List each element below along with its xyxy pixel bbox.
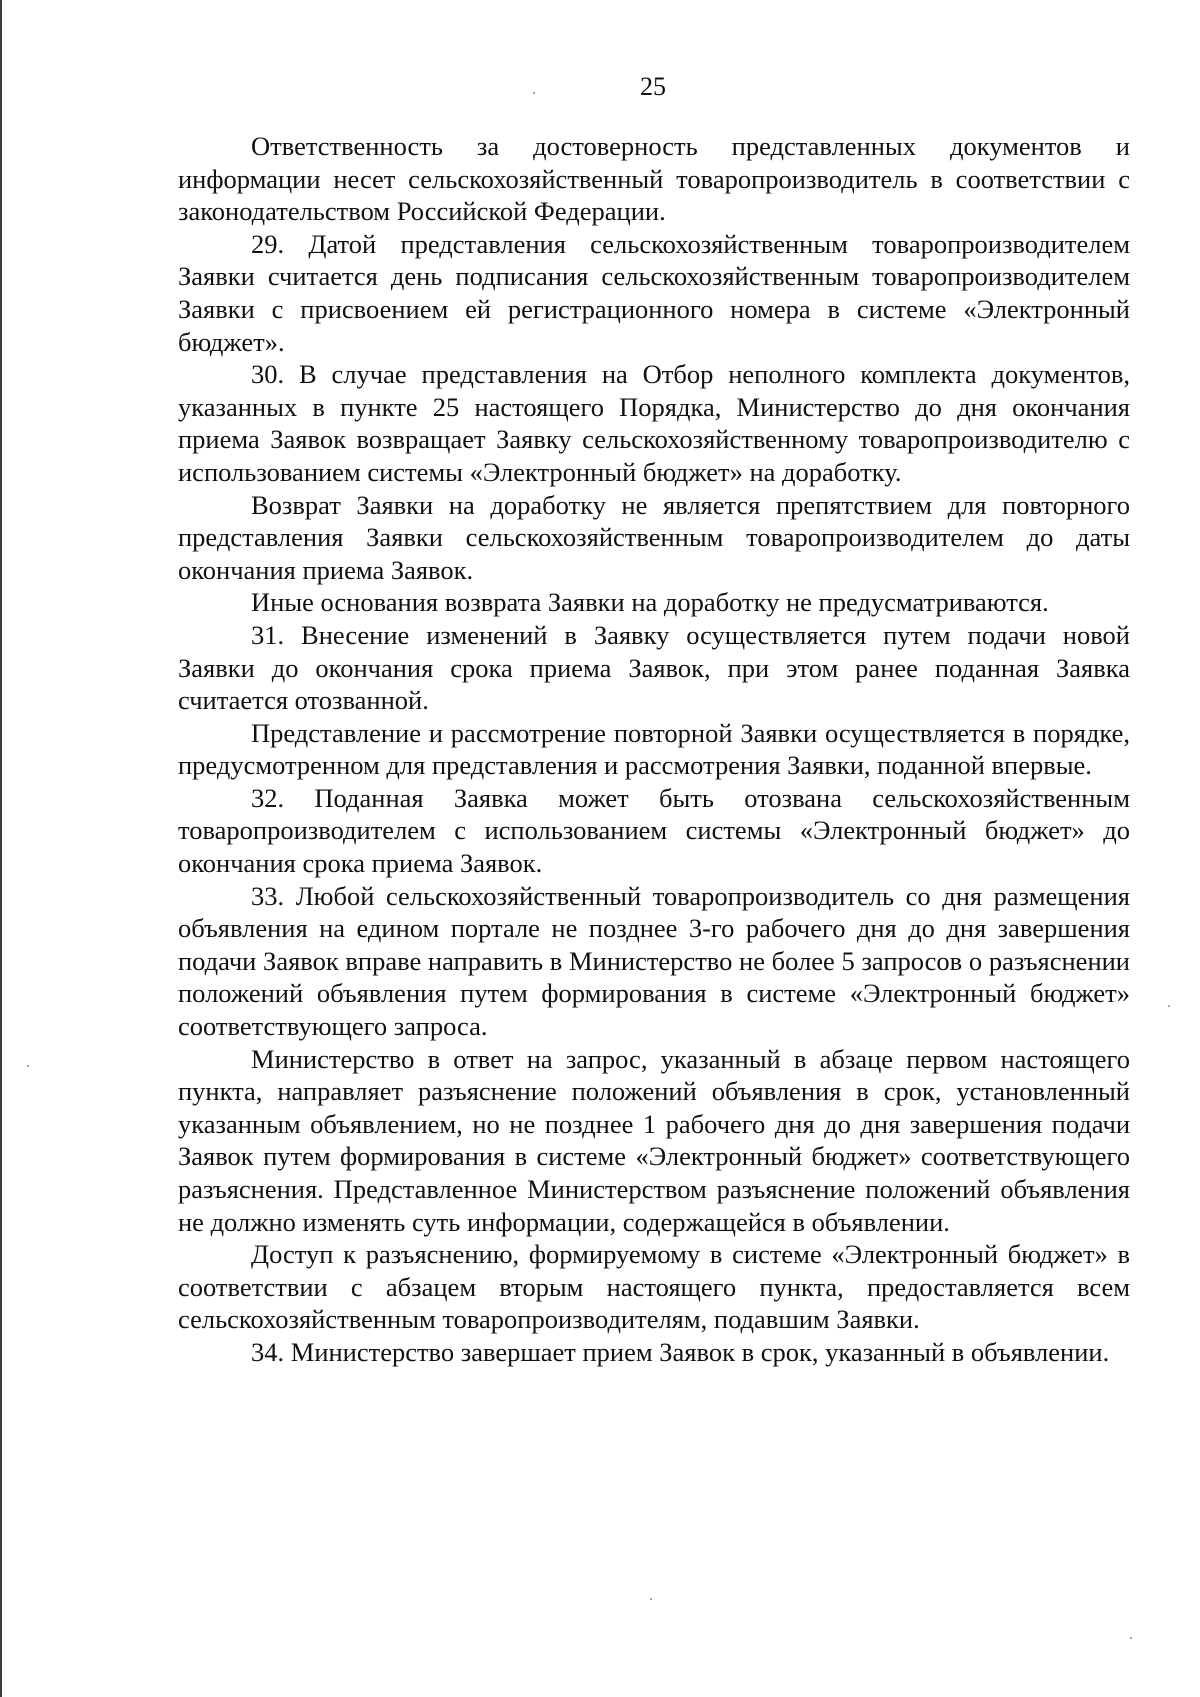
document-body xyxy=(178,130,1130,1369)
paragraph: 32. Поданная Заявка может быть отозвана сельскохозяйственным товаропроизводителем с использованием системы «Электронный бюджет» до окончания срока приема Заявок. xyxy=(178,782,1130,879)
paragraph: 29. Датой представления сельскохозяйственным товаропроизводителем Заявки считается день подписания сельскохозяйственным товаропроизводителем Заявки с присвоением ей регистрационного номера в системе «Электронный бюджет». xyxy=(178,228,1130,357)
paragraph: 33. Любой сельскохозяйственный товаропроизводитель со дня размещения объявления на едином портале не позднее 3-го рабочего дня до дня завершения подачи Заявок вправе направить в Министерство не более 5 запросов о разъяснении положений объявления путем формирования в системе «Электронный бюджет» соответствующего запроса. xyxy=(178,880,1130,1042)
paragraph: Министерство в ответ на запрос, указанный в абзаце первом настоящего пункта, направляет разъяснение положений объявления в срок, установленный указанным объявлением, но не позднее 1 рабочего дня до дня завершения подачи Заявок путем формирования в системе «Электронный бюджет» соответствующего разъяснения. Представленное Министерством разъяснение положений объявления не должно изменять суть информации, содержащейся в объявлении. xyxy=(178,1043,1130,1237)
paragraph: Иные основания возврата Заявки на доработку не предусматриваются. xyxy=(251,587,1049,618)
paragraph: Возврат Заявки на доработку не является препятствием для повторного представления Заявки сельскохозяйственным товаропроизводителем до даты окончания приема Заявок. xyxy=(178,489,1130,585)
paragraph: Доступ к разъяснению, формируемому в системе «Электронный бюджет» в соответствии с абзацем вторым настоящего пункта, предоставляется всем сельскохозяйственным товаропроизводителям, подавшим Заявки. xyxy=(178,1239,1130,1335)
scan-speck xyxy=(1168,1005,1170,1007)
scan-speck xyxy=(1130,1637,1132,1639)
paragraph: 34. Министерство завершает прием Заявок в срок, указанный в объявлении. xyxy=(251,1336,1110,1367)
scan-speck xyxy=(27,1065,29,1067)
paragraph: Ответственность за достоверность представленных документов и информации несет сельскохозяйственный товаропроизводитель в соответствии с законодательством Российской Федерации. xyxy=(178,131,1130,227)
scan-speck xyxy=(533,92,535,94)
paragraph: Представление и рассмотрение повторной Заявки осуществляется в порядке, предусмотренном для представления и рассмотрения Заявки, поданной впервые. xyxy=(178,717,1130,781)
scan-left-edge xyxy=(0,0,2,1697)
paragraph: 30. В случае представления на Отбор неполного комплекта документов, указанных в пункте 25 настоящего Порядка, Министерство до дня окончания приема Заявок возвращает Заявку сельскохозяйственному товаропроизводителю с использованием системы «Электронный бюджет» на доработку. xyxy=(178,359,1130,487)
page-number: 25 xyxy=(640,72,666,101)
paragraph: 31. Внесение изменений в Заявку осуществляется путем подачи новой Заявки до окончания срока приема Заявок, при этом ранее поданная Заявка считается отозванной. xyxy=(178,619,1130,716)
scan-speck xyxy=(650,1598,652,1600)
